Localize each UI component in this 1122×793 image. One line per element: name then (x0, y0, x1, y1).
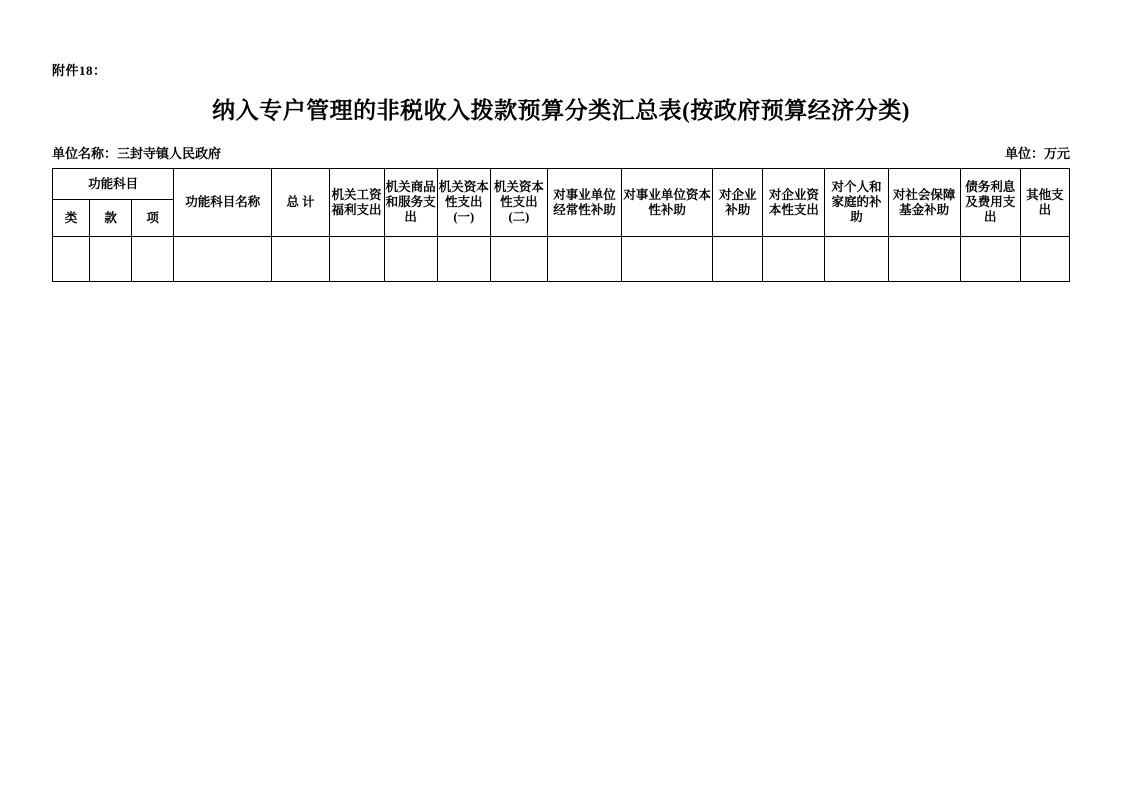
cell-other-expenditure (1020, 237, 1069, 282)
header-institution-capital-subsidy: 对事业单位资本性补助 (622, 169, 713, 237)
header-enterprise-capital-expenditure: 对企业资本性支出 (763, 169, 825, 237)
unit-name-label: 单位名称：三封寺镇人民政府 (52, 146, 222, 161)
table-row (53, 237, 1070, 282)
header-agency-capital-1: 机关资本性支出(一) (437, 169, 490, 237)
header-functional-subject-name: 功能科目名称 (174, 169, 272, 237)
cell-social-security-fund-subsidy (888, 237, 960, 282)
header-enterprise-subsidy: 对企业补助 (713, 169, 763, 237)
header-social-security-fund-subsidy: 对社会保障基金补助 (888, 169, 960, 237)
cell-xiang (132, 237, 174, 282)
unit-measure-label: 单位：万元 (1004, 146, 1070, 161)
cell-total (272, 237, 329, 282)
header-other-expenditure: 其他支出 (1020, 169, 1069, 237)
cell-agency-salary-welfare (329, 237, 384, 282)
attachment-label: 附件18： (52, 63, 107, 78)
cell-kuan (90, 237, 132, 282)
cell-individual-family-subsidy (825, 237, 888, 282)
cell-enterprise-subsidy (713, 237, 763, 282)
cell-enterprise-capital-expenditure (763, 237, 825, 282)
header-individual-family-subsidy: 对个人和家庭的补助 (825, 169, 888, 237)
cell-debt-interest-fees (960, 237, 1020, 282)
header-agency-capital-2: 机关资本性支出(二) (490, 169, 547, 237)
header-xiang: 项 (132, 200, 174, 237)
budget-summary-table (52, 168, 1070, 282)
header-agency-goods-services: 机关商品和服务支出 (384, 169, 437, 237)
meta-row (52, 143, 1070, 162)
page-title: 纳入专户管理的非税收入拨款预算分类汇总表(按政府预算经济分类) (212, 98, 910, 123)
cell-agency-capital-1 (437, 237, 490, 282)
cell-institution-recurrent-subsidy (547, 237, 621, 282)
header-debt-interest-fees: 债务利息及费用支出 (960, 169, 1020, 237)
cell-institution-capital-subsidy (622, 237, 713, 282)
header-institution-recurrent-subsidy: 对事业单位经常性补助 (547, 169, 621, 237)
header-agency-salary-welfare: 机关工资福利支出 (329, 169, 384, 237)
cell-functional-subject-name (174, 237, 272, 282)
header-total: 总 计 (272, 169, 329, 237)
cell-agency-capital-2 (490, 237, 547, 282)
header-lei: 类 (53, 200, 90, 237)
table-header-row-top (53, 169, 1070, 200)
cell-lei (53, 237, 90, 282)
header-kuan: 款 (90, 200, 132, 237)
cell-agency-goods-services (384, 237, 437, 282)
header-group-functional-subject: 功能科目 (53, 169, 174, 200)
